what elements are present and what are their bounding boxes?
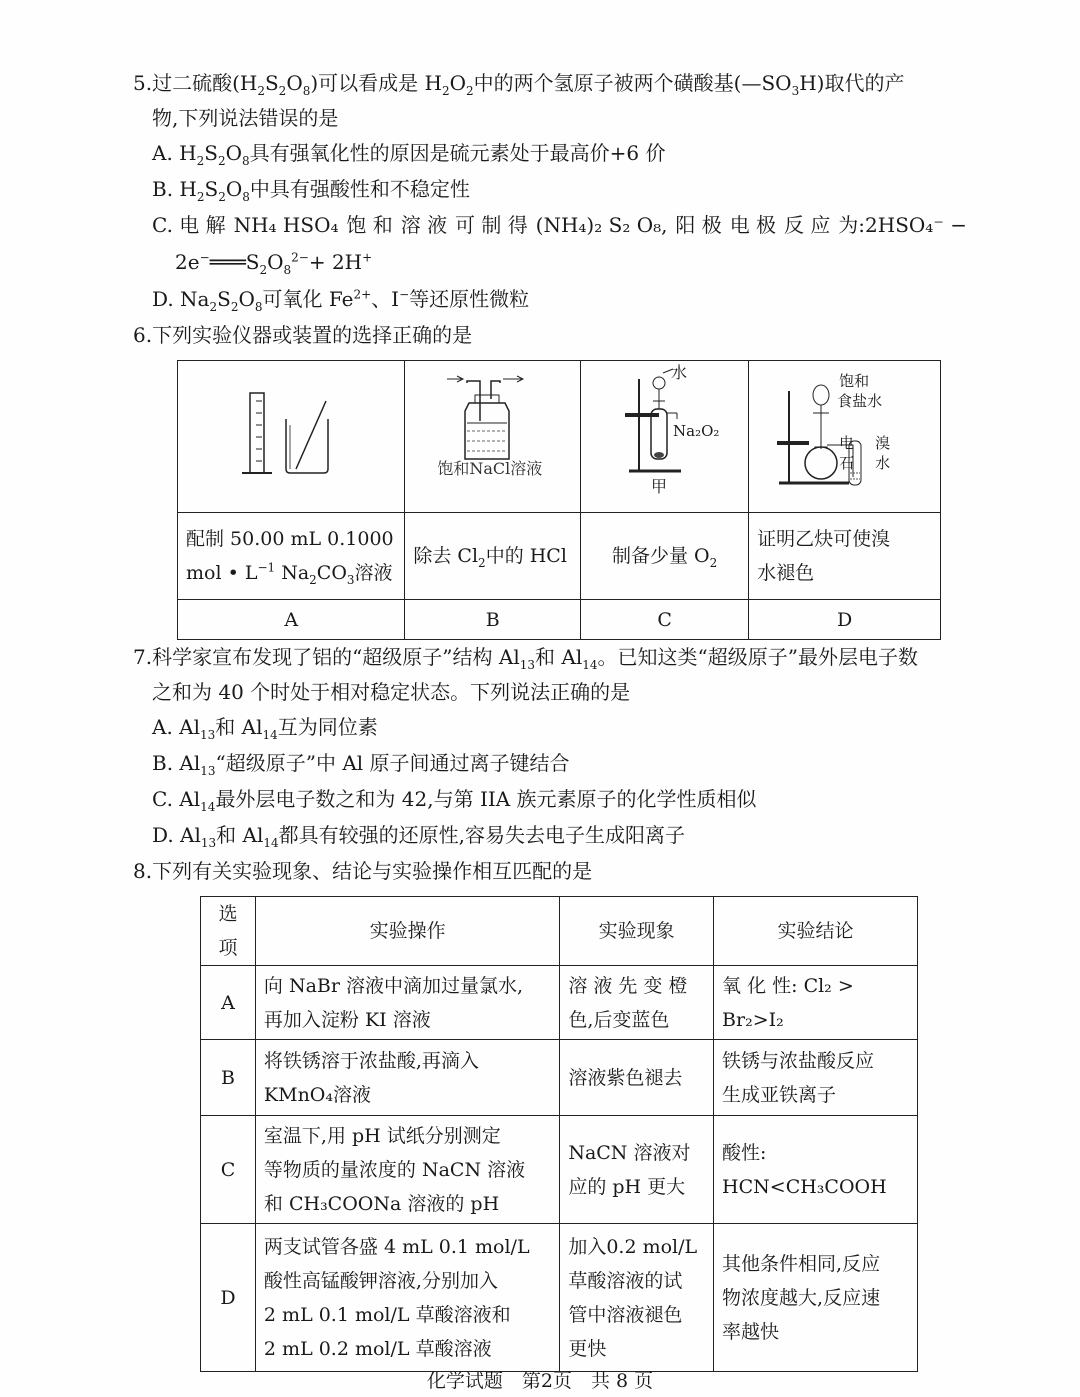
q5-option-b: B. $H_2S_2O_8$中具有强酸性和不稳定性	[152, 177, 470, 204]
q7-option-b: B. $Al_{13}“$超级原子”中 Al 原子间通过离子键结合	[152, 751, 570, 778]
q6-letter-a: A	[178, 600, 405, 640]
q8-header-conclusion: 实验结论	[714, 897, 918, 966]
row-operation: 将铁锈溶于浓盐酸,再滴入 KMnO₄溶液	[255, 1040, 559, 1116]
image-c-caption: 甲	[651, 477, 668, 496]
q6-letter-b: B	[405, 600, 581, 640]
q5-option-c-line1: C. 电 解 NH₄ HSO₄ 饱 和 溶 液 可 制 得 (NH₄)₂ S₂ O₈, 阳 极 电 极 反 应 为:2HSO₄⁻ −	[152, 213, 967, 237]
row-operation: 向 NaBr 溶液中滴加过量氯水, 再加入淀粉 KI 溶液	[255, 966, 559, 1040]
table-row	[201, 1040, 918, 1116]
row-phenomenon: 溶液紫色褪去	[560, 1040, 714, 1116]
cylinder-beaker-icon	[178, 361, 388, 501]
image-d-carbide2: 石	[839, 454, 855, 472]
row-option: B	[201, 1040, 256, 1116]
q8-stem: 8.下列有关实验现象、结论与实验操作相互匹配的是	[133, 859, 593, 883]
q8-header-phenomenon: 实验现象	[560, 897, 714, 966]
gas-washing-bottle-icon	[405, 361, 567, 501]
q6-letter-c: C	[581, 600, 749, 640]
row-option: C	[201, 1116, 256, 1224]
q7-option-c: C. $Al_{14}$最外层电子数之和为 42,与第 IIA 族元素原子的化学性质相似	[152, 787, 757, 814]
q5-option-d: D. $Na_2S_2O_8$可氧化 $Fe^{2+}$、I−等还原性微粒	[152, 287, 530, 314]
image-d-label1: 饱和	[839, 372, 870, 390]
q5-line1: 5.过二硫酸$(H_2S_2O_8)$可以看成是 $H_2O_2$中的两个氢原子被两个磺酸基$(—SO_3H)$取代的产	[133, 71, 905, 98]
image-b-label: 饱和NaCl溶液	[437, 459, 543, 478]
row-phenomenon: 溶 液 先 变 橙 色,后变蓝色	[560, 966, 714, 1040]
q5-option-c-line2: $2e^-═══S_2O_8^{2-}+ 2H^+$	[175, 250, 373, 277]
q6-image-b	[405, 361, 581, 513]
row-option: D	[201, 1224, 256, 1372]
q6-image-d	[749, 361, 941, 513]
row-phenomenon: 加入0.2 mol/L 草酸溶液的试 管中溶液褪色 更快	[560, 1224, 714, 1372]
q7-line1: 7.科学家宣布发现了铝的“超级原子”结构 $Al_{13}$和 $Al_{14}$。已知这类“超级原子”最外层电子数	[133, 645, 918, 672]
q6-image-a	[178, 361, 405, 513]
q6-desc-b: 除去 $Cl_2$中的 HCl	[405, 513, 581, 600]
row-conclusion: 其他条件相同,反应 物浓度越大,反应速 率越快	[714, 1224, 918, 1372]
q6-table	[177, 360, 941, 640]
row-operation: 室温下,用 pH 试纸分别测定 等物质的量浓度的 NaCN 溶液 和 CH₃COONa 溶液的 pH	[255, 1116, 559, 1224]
table-row	[201, 1116, 918, 1224]
q6-desc-d: 证明乙炔可使溴 水褪色	[749, 513, 941, 600]
row-phenomenon: NaCN 溶液对 应的 pH 更大	[560, 1116, 714, 1224]
image-d-bromine1: 溴	[875, 434, 891, 452]
q5-option-a: A. $H_2S_2O_8$具有强氧化性的原因是硫元素处于最高价+6 价	[152, 141, 666, 168]
q8-header-operation: 实验操作	[255, 897, 559, 966]
q5-line2: 物,下列说法错误的是	[152, 106, 339, 130]
q7-line2: 之和为 40 个时处于相对稳定状态。下列说法正确的是	[152, 680, 631, 704]
page-footer: 化学试题 第2页 共 8 页	[426, 1370, 654, 1392]
q6-image-c	[581, 361, 749, 513]
q6-letter-d: D	[749, 600, 941, 640]
q6-desc-a: 配制 50.00 mL 0.1000 mol • $L^{-1}$ $Na_2CO_3$溶液	[178, 513, 405, 600]
image-d-carbide1: 电	[839, 434, 855, 452]
table-row	[201, 966, 918, 1040]
q7-option-d: D. $Al_{13}$和 $Al_{14}$都具有较强的还原性,容易失去电子生成阳离子	[152, 823, 686, 850]
q6-desc-c: 制备少量 $O_2$	[581, 513, 749, 600]
row-option: A	[201, 966, 256, 1040]
row-conclusion: 酸性: HCN<CH₃COOH	[714, 1116, 918, 1224]
image-d-label2: 食盐水	[837, 392, 883, 410]
image-d-bromine2: 水	[875, 454, 891, 472]
table-row	[201, 1224, 918, 1372]
acetylene-apparatus-icon	[749, 361, 926, 501]
image-c-reagent-label: Na₂O₂	[673, 422, 720, 440]
q8-table	[200, 896, 918, 1372]
q7-option-a: A. $Al_{13}$和 $Al_{14}$互为同位素	[152, 715, 378, 742]
row-operation: 两支试管各盛 4 mL 0.1 mol/L 酸性高锰酸钾溶液,分别加入 2 mL 0.1 mol/L 草酸溶液和 2 mL 0.2 mol/L 草酸溶液	[255, 1224, 559, 1372]
row-conclusion: 氧 化 性: Cl₂ > Br₂>I₂	[714, 966, 918, 1040]
q6-stem: 6.下列实验仪器或装置的选择正确的是	[133, 323, 473, 347]
q8-header-option: 选项	[201, 897, 256, 966]
image-c-water-label: 水	[671, 363, 688, 382]
row-conclusion: 铁锈与浓盐酸反应 生成亚铁离子	[714, 1040, 918, 1116]
